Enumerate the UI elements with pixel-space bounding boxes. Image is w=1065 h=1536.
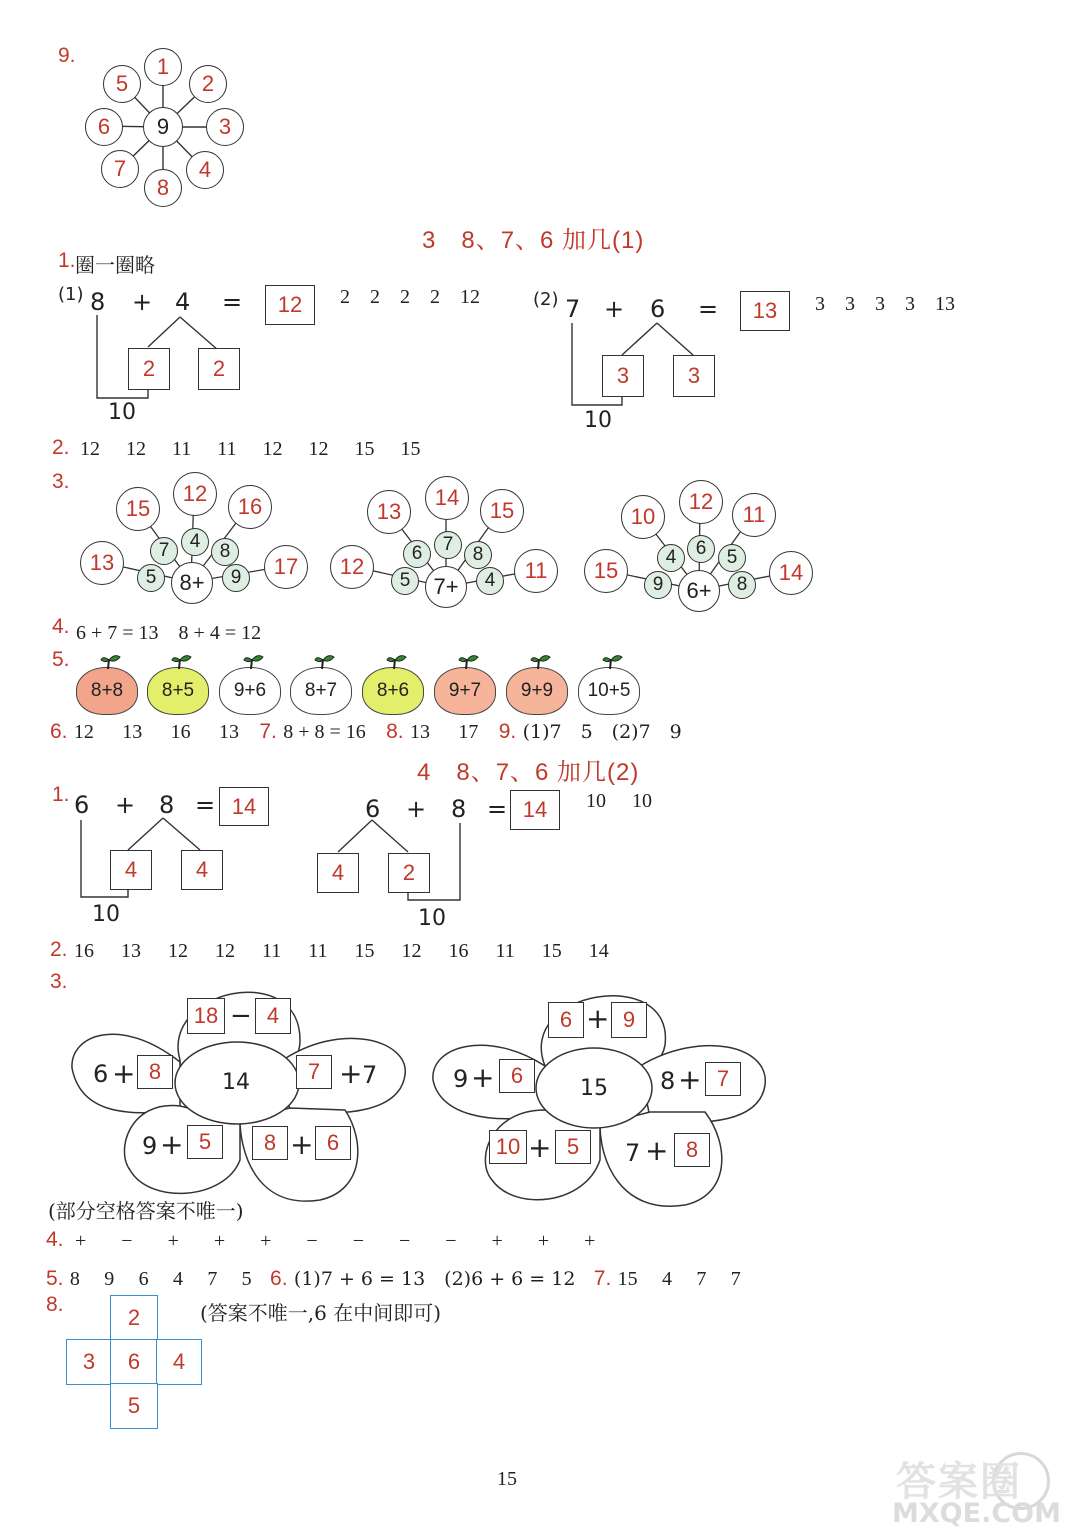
section4-title: 4 8、7、6 加几(2) bbox=[417, 759, 640, 786]
s4-q1-p2-b: 8 bbox=[451, 795, 467, 823]
s4-q2-value: 16 bbox=[448, 940, 469, 962]
s3-q8-label: 8. bbox=[386, 720, 404, 743]
s4-q3-f1-br-a: 8 bbox=[252, 1126, 288, 1160]
s4-q5-value: 9 bbox=[104, 1268, 115, 1290]
s3-q3-fan2-inner: 7 bbox=[434, 531, 462, 559]
s3-q1-p1-answer: 12 bbox=[265, 285, 315, 325]
q9-petal-6: 6 bbox=[85, 108, 123, 146]
section3-title: 3 8、7、6 加几(1) bbox=[422, 227, 645, 254]
s3-q6-value: 16 bbox=[170, 721, 191, 743]
s3-q1-p1-tag: (1) bbox=[58, 284, 84, 305]
s3-q6-label: 6. bbox=[50, 720, 68, 743]
s4-q1-p2-split-1: 4 bbox=[317, 853, 359, 893]
s3-q1-p2-split-1: 3 bbox=[602, 355, 644, 397]
s3-q3-fan3-outer: 14 bbox=[769, 551, 813, 595]
s4-q8-cell-right: 4 bbox=[156, 1339, 202, 1385]
s3-q3-fan2-outer: 11 bbox=[514, 549, 558, 593]
q9-center-circle: 9 bbox=[143, 107, 183, 147]
s4-q6-text: (1)7 + 6 = 13 (2)6 + 6 = 12 bbox=[293, 1268, 576, 1290]
s4-q5-value: 6 bbox=[138, 1268, 149, 1290]
s3-q5-apple: 8+7 bbox=[290, 667, 352, 715]
s4-q5-value: 4 bbox=[172, 1268, 183, 1290]
s4-q5-value: 7 bbox=[207, 1268, 218, 1290]
q9-top-label: 9. bbox=[58, 44, 76, 67]
s4-q1-p1-b: 8 bbox=[159, 791, 175, 819]
s3-q3-fan1-outer: 13 bbox=[80, 541, 124, 585]
s4-answers-row bbox=[46, 1264, 741, 1291]
s3-q3-fan3-inner: 5 bbox=[718, 544, 746, 572]
s3-q2-value: 11 bbox=[172, 438, 192, 460]
s3-q3-fan1-inner: 5 bbox=[137, 564, 165, 592]
s4-q8-cell-bottom: 5 bbox=[110, 1383, 158, 1429]
s4-q2-value: 15 bbox=[354, 940, 375, 962]
s3-q3-fan1-outer: 17 bbox=[264, 545, 308, 589]
s4-q3-f2-top-a: 6 bbox=[548, 1002, 584, 1038]
s4-q2-value: 13 bbox=[121, 940, 141, 962]
s3-q3-fan3-outer: 12 bbox=[679, 480, 723, 524]
s4-q1-p1-eq: = bbox=[195, 791, 216, 819]
s3-q2-value: 12 bbox=[80, 438, 100, 460]
s3-q3-label: 3. bbox=[52, 470, 70, 493]
s4-q5-value: 8 bbox=[69, 1268, 80, 1290]
s3-q1-p2-tag: (2) bbox=[533, 289, 559, 310]
s4-q3-f1-top-a: 18 bbox=[187, 998, 225, 1034]
s3-q1-p2-op: + bbox=[604, 295, 625, 323]
s4-q7-value: 4 bbox=[662, 1268, 673, 1290]
s4-q3-f2-right-b: 7 bbox=[705, 1062, 741, 1096]
s4-q3-f2-left-op: + bbox=[471, 1061, 495, 1094]
s3-q3-fan1-center: 8+ bbox=[171, 562, 213, 604]
s4-q1-p2-answer: 14 bbox=[510, 790, 560, 830]
s3-q4-label: 4. bbox=[52, 615, 70, 638]
s3-q3-fan3-inner: 8 bbox=[728, 571, 756, 599]
s4-q3-f1-center: 14 bbox=[222, 1070, 250, 1095]
watermark-logo-text: 答案圈 bbox=[896, 1459, 1022, 1505]
s3-q3-fan3-outer: 11 bbox=[732, 493, 776, 537]
s4-q7-value: 15 bbox=[617, 1268, 638, 1290]
s4-q2-label: 2. bbox=[50, 938, 68, 961]
s4-q2-value: 12 bbox=[401, 940, 422, 962]
s3-q1-text: 圈一圈略 bbox=[75, 253, 155, 277]
s4-q4-value: + bbox=[75, 1230, 87, 1252]
s3-q3-fan2-inner: 8 bbox=[464, 541, 492, 569]
s4-q4-values bbox=[75, 1230, 595, 1253]
s4-q8-note: (答案不唯一,6 在中间即可) bbox=[200, 1301, 442, 1325]
s3-q3-fan3-inner: 6 bbox=[687, 535, 715, 563]
s4-q3-f2-center: 15 bbox=[580, 1076, 608, 1101]
s4-q1-p1-split-2: 4 bbox=[181, 850, 223, 890]
q9-petal-3: 3 bbox=[206, 108, 244, 146]
s4-q3-f1-bl-a: 9 bbox=[142, 1132, 158, 1160]
s3-q3-fan2-center: 7+ bbox=[425, 566, 467, 608]
s3-q3-fan1-outer: 16 bbox=[228, 485, 272, 529]
s4-q8-cell-left: 3 bbox=[66, 1339, 112, 1385]
s3-q1-p2-eq: = bbox=[698, 295, 719, 323]
s4-q4-value: − bbox=[398, 1230, 411, 1252]
s4-q1-tail-value: 10 bbox=[632, 790, 652, 812]
s4-q4-value: − bbox=[121, 1230, 133, 1252]
s4-q3-label: 3. bbox=[50, 970, 68, 993]
s4-q3-f2-top-b: 9 bbox=[611, 1002, 647, 1038]
s4-q3-f2-br-a: 7 bbox=[625, 1139, 641, 1167]
s4-q2-value: 14 bbox=[588, 940, 609, 962]
s4-q3-f2-left-b: 6 bbox=[499, 1059, 535, 1093]
s3-q1-label: 1. bbox=[58, 249, 76, 272]
s3-q3-fan3-inner: 4 bbox=[657, 544, 685, 572]
s4-q1-p1-a: 6 bbox=[74, 791, 90, 819]
s4-q3-f1-br-op: + bbox=[290, 1128, 314, 1161]
s3-q3-fan2-inner: 5 bbox=[391, 567, 419, 595]
s3-q3-fan1-outer: 12 bbox=[173, 472, 217, 516]
s3-q2-value: 12 bbox=[126, 438, 146, 460]
s4-q4-value: − bbox=[306, 1230, 318, 1252]
s3-q1-p2-tail-value: 3 bbox=[815, 293, 825, 315]
s3-q9-text: (1)7 5 (2)7 9 bbox=[522, 721, 682, 743]
s3-q1-p2-tail-value: 3 bbox=[845, 293, 855, 315]
s3-q2-value: 11 bbox=[217, 438, 237, 460]
s4-q3-f2-right-a: 8 bbox=[660, 1067, 676, 1095]
s4-q3-f2-left-a: 9 bbox=[453, 1065, 469, 1093]
s3-q6-value: 13 bbox=[122, 721, 143, 743]
s3-q5-apple: 8+6 bbox=[362, 667, 424, 715]
s3-q8-value: 13 bbox=[409, 721, 430, 743]
s4-q2-value: 11 bbox=[495, 940, 515, 962]
q9-petal-7: 7 bbox=[101, 150, 139, 188]
s3-q1-p2-tail-value: 3 bbox=[905, 293, 915, 315]
s3-q1-p2-answer: 13 bbox=[740, 291, 790, 331]
q9-petal-4: 4 bbox=[186, 151, 224, 189]
s3-q3-fan2-inner: 4 bbox=[476, 567, 504, 595]
s4-q1-p2-ten: 10 bbox=[418, 906, 446, 931]
s4-q4-value: + bbox=[167, 1230, 179, 1252]
s4-q7-value: 7 bbox=[730, 1268, 741, 1290]
s3-q2-label: 2. bbox=[52, 436, 70, 459]
s3-q1-p1-tail-value: 2 bbox=[370, 286, 380, 308]
s4-q4-value: + bbox=[537, 1230, 550, 1252]
s4-q3-f1-right-op: + bbox=[339, 1057, 363, 1090]
s3-q1-p1-b: 4 bbox=[175, 288, 191, 316]
s4-q4-value: + bbox=[260, 1230, 272, 1252]
s4-q2-value: 16 bbox=[74, 940, 94, 962]
s3-q3-fan1-inner: 9 bbox=[222, 564, 250, 592]
s3-q3-fan3-outer: 15 bbox=[584, 549, 628, 593]
s3-q3-fan2-inner: 6 bbox=[403, 540, 431, 568]
s4-q4-value: + bbox=[491, 1230, 503, 1252]
s3-q2-value: 15 bbox=[400, 438, 421, 460]
s3-q3-fan1-inner: 8 bbox=[211, 538, 239, 566]
s3-q5-apple: 10+5 bbox=[578, 667, 640, 715]
s4-q3-note: (部分空格答案不唯一) bbox=[48, 1199, 244, 1223]
q9-petal-1: 1 bbox=[144, 48, 182, 86]
s4-q2-value: 11 bbox=[262, 940, 282, 962]
watermark-text: MXQE.COM bbox=[892, 1498, 1061, 1529]
s4-q4-value: + bbox=[213, 1230, 226, 1252]
s4-q1-p2-a: 6 bbox=[365, 795, 381, 823]
s4-q3-f1-top-b: 4 bbox=[255, 998, 291, 1034]
s4-q3-f1-bl-op: + bbox=[160, 1128, 184, 1161]
s3-q1-p1-tail-value: 2 bbox=[340, 286, 350, 308]
s4-q4-value: + bbox=[584, 1230, 596, 1252]
s4-q3-f2-top-op: + bbox=[586, 1002, 610, 1035]
s4-q1-p2-split-2: 2 bbox=[388, 853, 430, 893]
s4-q2-value: 15 bbox=[541, 940, 562, 962]
s3-q3-fan1-outer: 15 bbox=[116, 487, 160, 531]
s3-q5-apple: 8+8 bbox=[76, 667, 138, 715]
s3-q7-label: 7. bbox=[259, 720, 277, 743]
s3-q1-p1-tail-value: 12 bbox=[460, 286, 480, 308]
s4-q1-tail-value: 10 bbox=[586, 790, 606, 812]
s3-q1-p2-tail-value: 3 bbox=[875, 293, 885, 315]
s4-q3-f1-left-b: 8 bbox=[137, 1055, 173, 1089]
s3-q1-p2-ten: 10 bbox=[584, 408, 612, 433]
s4-q3-f2-bl-op: + bbox=[528, 1131, 552, 1164]
q9-petal-8: 8 bbox=[144, 169, 182, 207]
s4-q1-label: 1. bbox=[52, 783, 70, 806]
s4-q4-value: − bbox=[352, 1230, 364, 1252]
s3-q1-p1-split-1: 2 bbox=[128, 348, 170, 390]
s4-q5-value: 5 bbox=[241, 1268, 252, 1290]
s4-q6-label: 6. bbox=[270, 1267, 288, 1290]
s4-q3-f1-br-b: 6 bbox=[315, 1126, 351, 1160]
s4-q7-label: 7. bbox=[593, 1267, 612, 1290]
s3-q3-fan2-outer: 13 bbox=[367, 490, 411, 534]
s4-q4-label: 4. bbox=[46, 1228, 64, 1251]
s3-q7-text: 8 + 8 = 16 bbox=[283, 721, 366, 743]
s3-q6-value: 13 bbox=[218, 721, 239, 743]
s3-q1-p2-tail-value: 13 bbox=[935, 293, 955, 315]
s3-q3-fan2-outer: 15 bbox=[480, 489, 524, 533]
s3-q2-value: 12 bbox=[308, 438, 329, 460]
s3-q6-value: 12 bbox=[73, 721, 94, 743]
s3-q1-p2-split-2: 3 bbox=[673, 355, 715, 397]
page-number: 15 bbox=[497, 1468, 517, 1490]
s4-q2-value: 12 bbox=[215, 940, 235, 962]
s4-q1-p2-eq: = bbox=[487, 795, 508, 823]
s3-q5-label: 5. bbox=[52, 648, 70, 671]
s4-q4-value: − bbox=[445, 1230, 457, 1252]
s3-q1-p2-a: 7 bbox=[565, 295, 581, 323]
s4-q3-f2-bl-a: 10 bbox=[489, 1130, 527, 1164]
s4-q1-p1-split-1: 4 bbox=[110, 850, 152, 890]
s4-q3-f1-top-op: − bbox=[230, 1001, 252, 1031]
s3-q3-fan1-inner: 7 bbox=[150, 537, 178, 565]
s3-q1-p1-a: 8 bbox=[90, 288, 106, 316]
s3-q3-fan3-inner: 9 bbox=[644, 571, 672, 599]
s4-q1-p1-answer: 14 bbox=[219, 787, 269, 826]
s4-q3-f2-right-op: + bbox=[678, 1063, 702, 1096]
s3-q3-fan3-outer: 10 bbox=[621, 495, 665, 539]
s3-q1-p1-tail-value: 2 bbox=[430, 286, 440, 308]
s3-q3-fan2-outer: 14 bbox=[425, 476, 469, 520]
s3-q2-value: 15 bbox=[354, 438, 375, 460]
s4-q8-cell-top: 2 bbox=[110, 1295, 158, 1341]
s4-q1-p1-ten: 10 bbox=[92, 902, 120, 927]
q9-petal-5: 5 bbox=[103, 65, 141, 103]
s3-q5-apple: 9+9 bbox=[506, 667, 568, 715]
s3-q5-apple: 9+6 bbox=[219, 667, 281, 715]
s4-q1-p2-op: + bbox=[406, 795, 427, 823]
s4-q8-cell-center: 6 bbox=[110, 1339, 158, 1385]
s3-q1-p2-b: 6 bbox=[650, 295, 666, 323]
s3-q1-p1-tail-value: 2 bbox=[400, 286, 410, 308]
s4-q3-f1-bl-b: 5 bbox=[187, 1125, 223, 1159]
s4-q8-label: 8. bbox=[46, 1293, 64, 1316]
watermark-logo bbox=[890, 1446, 1060, 1532]
s3-q3-fan3-center: 6+ bbox=[678, 570, 720, 612]
s3-q2-value: 12 bbox=[262, 438, 283, 460]
s4-q1-p1-op: + bbox=[115, 791, 136, 819]
s4-q3-f1-left-op: + bbox=[112, 1057, 136, 1090]
s4-q3-f1-right-b: 7 bbox=[362, 1061, 378, 1089]
s4-q3-f1-right-a: 7 bbox=[296, 1055, 332, 1089]
s3-q9-label: 9. bbox=[498, 720, 517, 743]
s3-q3-fan1-inner: 4 bbox=[181, 528, 209, 556]
s3-q1-p1-eq: = bbox=[222, 288, 243, 316]
s3-q1-p1-op: + bbox=[132, 288, 153, 316]
s3-q5-apple: 9+7 bbox=[434, 667, 496, 715]
s4-q2-value: 12 bbox=[168, 940, 188, 962]
s3-q5-apple: 8+5 bbox=[147, 667, 209, 715]
s3-q8-value: 17 bbox=[458, 721, 479, 743]
q9-petal-2: 2 bbox=[189, 65, 227, 103]
s4-q2-value: 11 bbox=[308, 940, 328, 962]
s3-q1-p1-ten: 10 bbox=[108, 400, 136, 425]
s3-q4-text: 6 + 7 = 13 8 + 4 = 12 bbox=[76, 622, 262, 644]
s4-q3-f2-br-b: 8 bbox=[674, 1133, 710, 1167]
s3-q1-p1-split-2: 2 bbox=[198, 348, 240, 390]
s4-q7-value: 7 bbox=[696, 1268, 707, 1290]
s4-q5-label: 5. bbox=[46, 1267, 64, 1290]
s4-q3-f2-br-op: + bbox=[645, 1134, 669, 1167]
s3-q3-fan2-outer: 12 bbox=[330, 545, 374, 589]
s4-q3-f2-bl-b: 5 bbox=[555, 1130, 591, 1164]
s4-q3-f1-left-a: 6 bbox=[93, 1060, 109, 1088]
